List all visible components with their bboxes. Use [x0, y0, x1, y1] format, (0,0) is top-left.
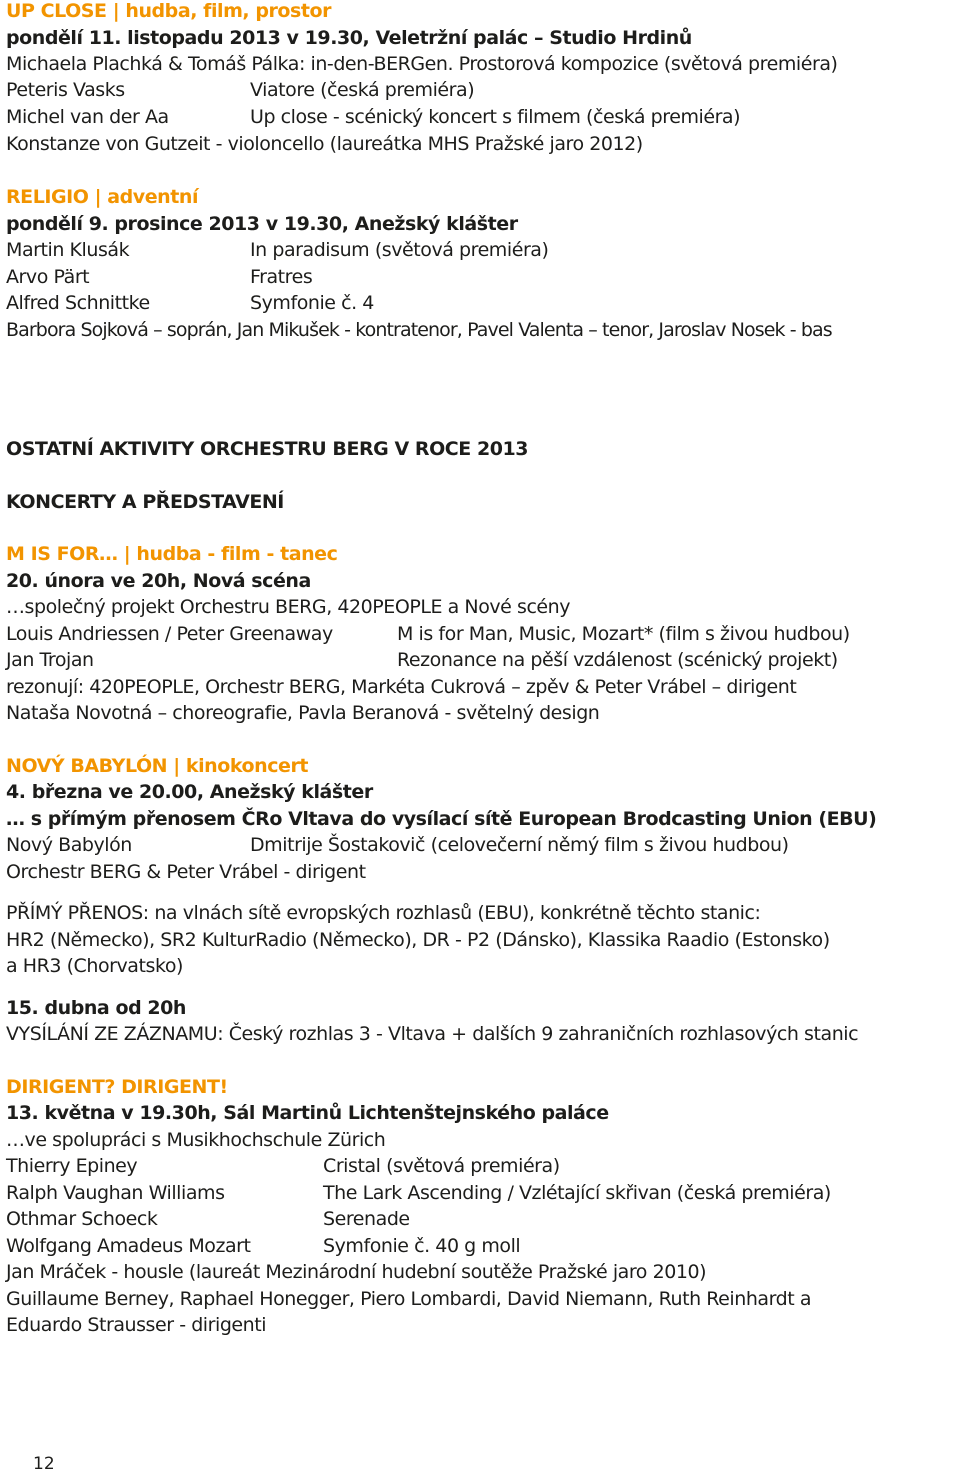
section-title: OSTATNÍ AKTIVITY ORCHESTRU BERG V ROCE 2013 [6, 438, 529, 460]
work: Fratres [250, 266, 313, 288]
work: Cristal (světová premiéra) [323, 1155, 560, 1177]
composer: Peteris Vasks [6, 79, 125, 101]
novy-babylon-heading: NOVÝ BABYLÓN | kinokoncert [6, 755, 308, 777]
work: Symfonie č. 4 [250, 292, 374, 314]
dirigent-heading: DIRIGENT? DIRIGENT! [6, 1076, 228, 1098]
credits-line: Nataša Novotná – choreografie, Pavla Beranová - světelný design [6, 702, 600, 724]
conductors-line: Guillaume Berney, Raphael Honegger, Piero Lombardi, David Niemann, Ruth Reinhardt a [6, 1288, 812, 1310]
composer: Othmar Schoeck [6, 1208, 158, 1230]
stations-line-cont: a HR3 (Chorvatsko) [6, 955, 183, 977]
page-number: 12 [33, 1454, 55, 1474]
soloist-line: Jan Mráček - housle (laureát Mezinárodní hudební soutěže Pražské jaro 2010) [6, 1261, 707, 1283]
composer: Wolfgang Amadeus Mozart [6, 1235, 251, 1257]
program-row [6, 1233, 521, 1259]
work: The Lark Ascending / Vzlétající skřivan (česká premiéra) [323, 1182, 831, 1204]
m-is-for-heading: M IS FOR… | hudba - film - tanec [6, 543, 338, 565]
program-row [6, 237, 549, 263]
composer: Ralph Vaughan Williams [6, 1182, 225, 1204]
program-row [6, 647, 838, 673]
religio-heading: RELIGIO | adventní [6, 186, 199, 208]
conductors-line-cont: Eduardo Strausser - dirigenti [6, 1314, 267, 1336]
composer: Thierry Epiney [6, 1155, 138, 1177]
work: Up close - scénický koncert s filmem (česká premiéra) [250, 106, 741, 128]
composer: Alfred Schnittke [6, 292, 150, 314]
performers-line: Barbora Sojková – soprán, Jan Mikušek - kontratenor, Pavel Valenta – tenor, Jaroslav Nosek - bas [6, 319, 832, 341]
work: Viatore (česká premiéra) [250, 79, 475, 101]
program-row [6, 832, 789, 858]
dirigent-intro: …ve spolupráci s Musikhochschule Zürich [6, 1129, 386, 1151]
composer: Nový Babylón [6, 834, 132, 856]
recording-line: VYSÍLÁNÍ ZE ZÁZNAMU: Český rozhlas 3 - Vltava + dalších 9 zahraničních rozhlasových stanic [6, 1023, 859, 1045]
m-is-for-date: 20. února ve 20h, Nová scéna [6, 570, 311, 592]
work: Serenade [323, 1208, 410, 1230]
section-subtitle: KONCERTY A PŘEDSTAVENÍ [6, 491, 284, 513]
composer: Arvo Pärt [6, 266, 90, 288]
dirigent-date: 13. května v 19.30h, Sál Martinů Lichtenštejnského paláce [6, 1102, 609, 1124]
up-close-line: Michaela Plachká & Tomáš Pálka: in-den-BERGen. Prostorová kompozice (světová premiéra) [6, 53, 838, 75]
work: Symfonie č. 40 g moll [323, 1235, 521, 1257]
broadcast-line: … s přímým přenosem ČRo Vltava do vysílací sítě European Brodcasting Union (EBU) [6, 808, 877, 830]
religio-date: pondělí 9. prosince 2013 v 19.30, Anežský klášter [6, 213, 518, 235]
work: Dmitrije Šostakovič (celovečerní němý film s živou hudbou) [250, 834, 789, 856]
recording-date: 15. dubna od 20h [6, 997, 186, 1019]
program-row [6, 1206, 410, 1232]
up-close-heading: UP CLOSE | hudba, film, prostor [6, 0, 332, 22]
program-row [6, 104, 741, 130]
composer: Jan Trojan [6, 649, 94, 671]
performers-line: Orchestr BERG & Peter Vrábel - dirigent [6, 861, 366, 883]
program-row [6, 621, 850, 647]
soloist-line: Konstanze von Gutzeit - violoncello (laureátka MHS Pražské jaro 2012) [6, 133, 643, 155]
m-is-for-intro: …společný projekt Orchestru BERG, 420PEOPLE a Nové scény [6, 596, 571, 618]
program-row [6, 1180, 831, 1206]
up-close-date: pondělí 11. listopadu 2013 v 19.30, Veletržní palác – Studio Hrdinů [6, 27, 692, 49]
work: In paradisum (světová premiéra) [250, 239, 549, 261]
composer: Martin Klusák [6, 239, 130, 261]
program-row [6, 290, 374, 316]
work: Rezonance na pěší vzdálenost (scénický projekt) [397, 649, 838, 671]
program-row [6, 77, 475, 103]
composer: Louis Andriessen / Peter Greenaway [6, 623, 333, 645]
novy-babylon-date: 4. března ve 20.00, Anežský klášter [6, 781, 373, 803]
program-row [6, 1153, 560, 1179]
live-broadcast-line: PŘÍMÝ PŘENOS: na vlnách sítě evropských rozhlasů (EBU), konkrétně těchto stanic: [6, 902, 761, 924]
work: M is for Man, Music, Mozart* (film s živou hudbou) [397, 623, 850, 645]
program-row [6, 264, 313, 290]
stations-line: HR2 (Německo), SR2 KulturRadio (Německo), DR - P2 (Dánsko), Klassika Raadio (Estonsko) [6, 929, 830, 951]
performers-line: rezonují: 420PEOPLE, Orchestr BERG, Markéta Cukrová – zpěv & Peter Vrábel – dirigent [6, 676, 797, 698]
composer: Michel van der Aa [6, 106, 169, 128]
